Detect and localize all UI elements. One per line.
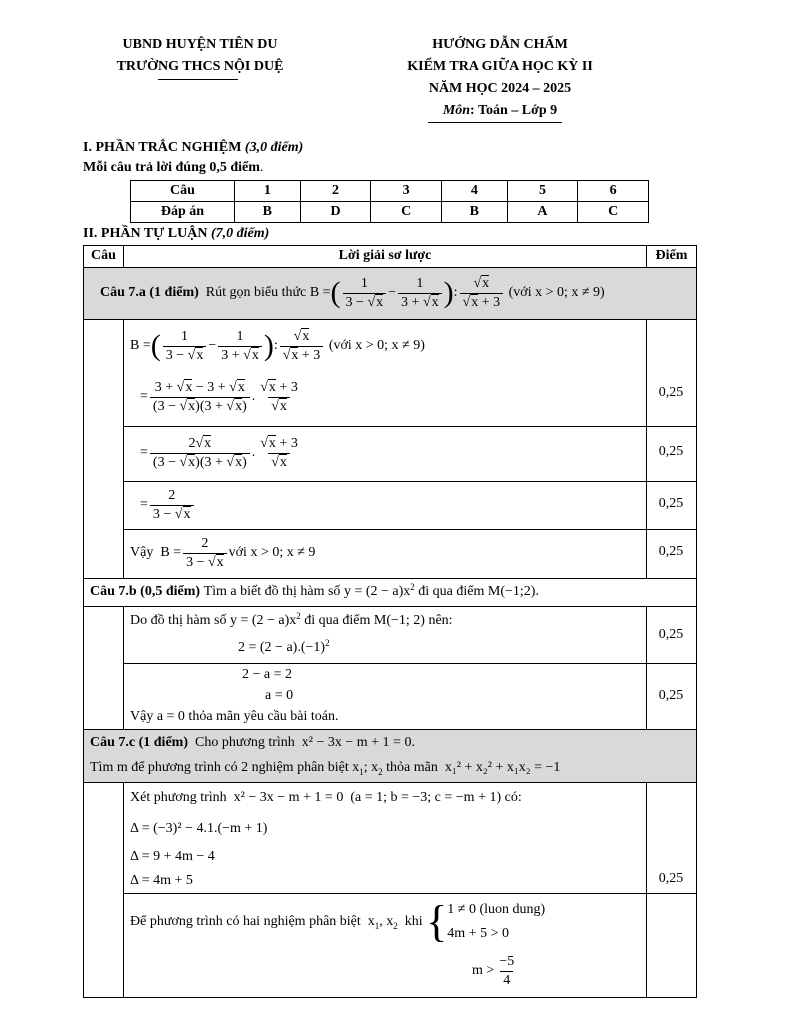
q7b-eq3: a = 0	[265, 688, 294, 703]
q7c-system-line1: 1 ≠ 0 (luon dung)	[447, 902, 546, 917]
q7c-result: m > $\frac{-5}{4}$	[472, 953, 515, 988]
exam-title: KIỂM TRA GIỮA HỌC KỲ II	[407, 59, 593, 74]
q7c-prompt-line1: Câu 7.c (1 điểm) Cho phương trình x² − 3x − m + 1 = 0 .	[90, 735, 415, 750]
school-name: TRƯỜNG THCS NỘI DUỆ	[116, 59, 284, 74]
score: 0,25	[658, 496, 684, 511]
answer-table-header-cau: Câu	[131, 181, 235, 202]
part1-note: Mỗi câu trả lời đúng 0,5 điểm.	[83, 160, 264, 175]
answer-letter: C	[578, 202, 649, 223]
answer-letter: A	[507, 202, 578, 223]
answer-letter: B	[235, 202, 301, 223]
score: 0,25	[658, 688, 684, 703]
school-district: UBND HUYỆN TIÊN DU	[122, 37, 278, 52]
doc-title: HƯỚNG DẪN CHẤM	[432, 37, 568, 52]
q7c-consider: Xét phương trình x² − 3x − m + 1 = 0 (a = 1; b = −3; c = −m + 1) có:	[130, 790, 522, 805]
col-header-solution: Lời giải sơ lược	[338, 248, 432, 263]
question-number: 1	[235, 181, 301, 202]
q7a-step1: B = ( $\frac{1}{3 - √x}$ − $\frac{1}{3 + √x}$ ) : $\frac{√x}{√x + 3}$ (với x > 0; x ≠ 9)	[130, 328, 425, 363]
q7b-conclusion: Vậy a = 0 thỏa mãn yêu cầu bài toán.	[130, 709, 339, 724]
q7a-prompt: Câu 7.a (1 điểm) Rút gọn biểu thức B = ( $\frac{1}{3 - √x}$ − $\frac{1}{3 + √x}$ ) : $\frac{√x}{√x + 3}$ (với x > 0; x ≠ 9)	[100, 275, 605, 310]
q7a-step4: = $\frac{2}{3 - √x}$	[140, 484, 196, 526]
q7a-step3: = $\frac{2√x}{(3 - √x)(3 + √x)}$ . $\frac{√x + 3}{√x}$	[140, 435, 298, 470]
score: 0,25	[658, 544, 684, 559]
q7c-system-line2: 4m + 5 > 0	[447, 926, 509, 941]
q7c-delta1: Δ = (−3)² − 4.1.(−m + 1)	[130, 821, 268, 836]
q7b-eq2: 2 − a = 2	[242, 667, 293, 682]
score: 0,25	[658, 444, 684, 459]
answer-table	[130, 180, 649, 223]
q7c-delta3: Δ = 4m + 5	[130, 873, 193, 888]
q7c-prompt-line2: Tìm m để phương trình có 2 nghiệm phân biệt $x_1$; $x_2$ thỏa mãn x₁² + x₂² + x₁x₂ = −1	[90, 759, 561, 777]
school-year: NĂM HỌC 2024 – 2025	[428, 81, 572, 96]
score: 0,25	[658, 627, 684, 642]
answer-letter: D	[300, 202, 371, 223]
col-header-question: Câu	[91, 248, 116, 263]
question-number: 2	[300, 181, 371, 202]
answer-letter: B	[441, 202, 507, 223]
part1-title: I. PHẦN TRẮC NGHIỆM (3,0 điểm)	[83, 140, 304, 155]
question-number: 5	[507, 181, 578, 202]
q7a-conclusion: Vậy B = $\frac{2}{3 - √x}$ với x > 0; x ≠ 9	[130, 535, 316, 570]
score: 0,25	[658, 871, 684, 886]
col-header-score: Điểm	[655, 248, 688, 263]
q7b-line1: Do đồ thị hàm số y = (2 − a)x $^2$ đi qua điểm M(−1; 2) nên:	[130, 611, 453, 628]
question-number: 4	[441, 181, 507, 202]
q7b-prompt: Câu 7.b (0,5 điểm) Tìm a biết đồ thị hàm số y = (2 − a)x $^2$ đi qua điểm M(−1;2).	[90, 582, 539, 599]
q7c-delta2: Δ = 9 + 4m − 4	[130, 849, 215, 864]
part2-title: II. PHẦN TỰ LUẬN (7,0 điểm)	[83, 226, 270, 241]
q7c-distinct: Để phương trình có hai nghiệm phân biệt $x_1$, $x_2$ khi { 1 ≠ 0 (luon dung) 4m + 5 > 0	[130, 897, 546, 946]
score: 0,25	[658, 385, 684, 400]
answer-table-header-dapan: Đáp án	[131, 202, 235, 223]
subject: Môn: Toán – Lớp 9	[442, 103, 558, 118]
q7b-eq1: 2 = (2 − a).(−1) $^2$	[238, 638, 330, 655]
question-number: 6	[578, 181, 649, 202]
q7a-step2: = $\frac{3 + √x - 3 + √x}{(3 - √x)(3 + √x)}$ . $\frac{√x + 3}{√x}$	[140, 379, 298, 414]
answer-letter: C	[371, 202, 442, 223]
question-number: 3	[371, 181, 442, 202]
